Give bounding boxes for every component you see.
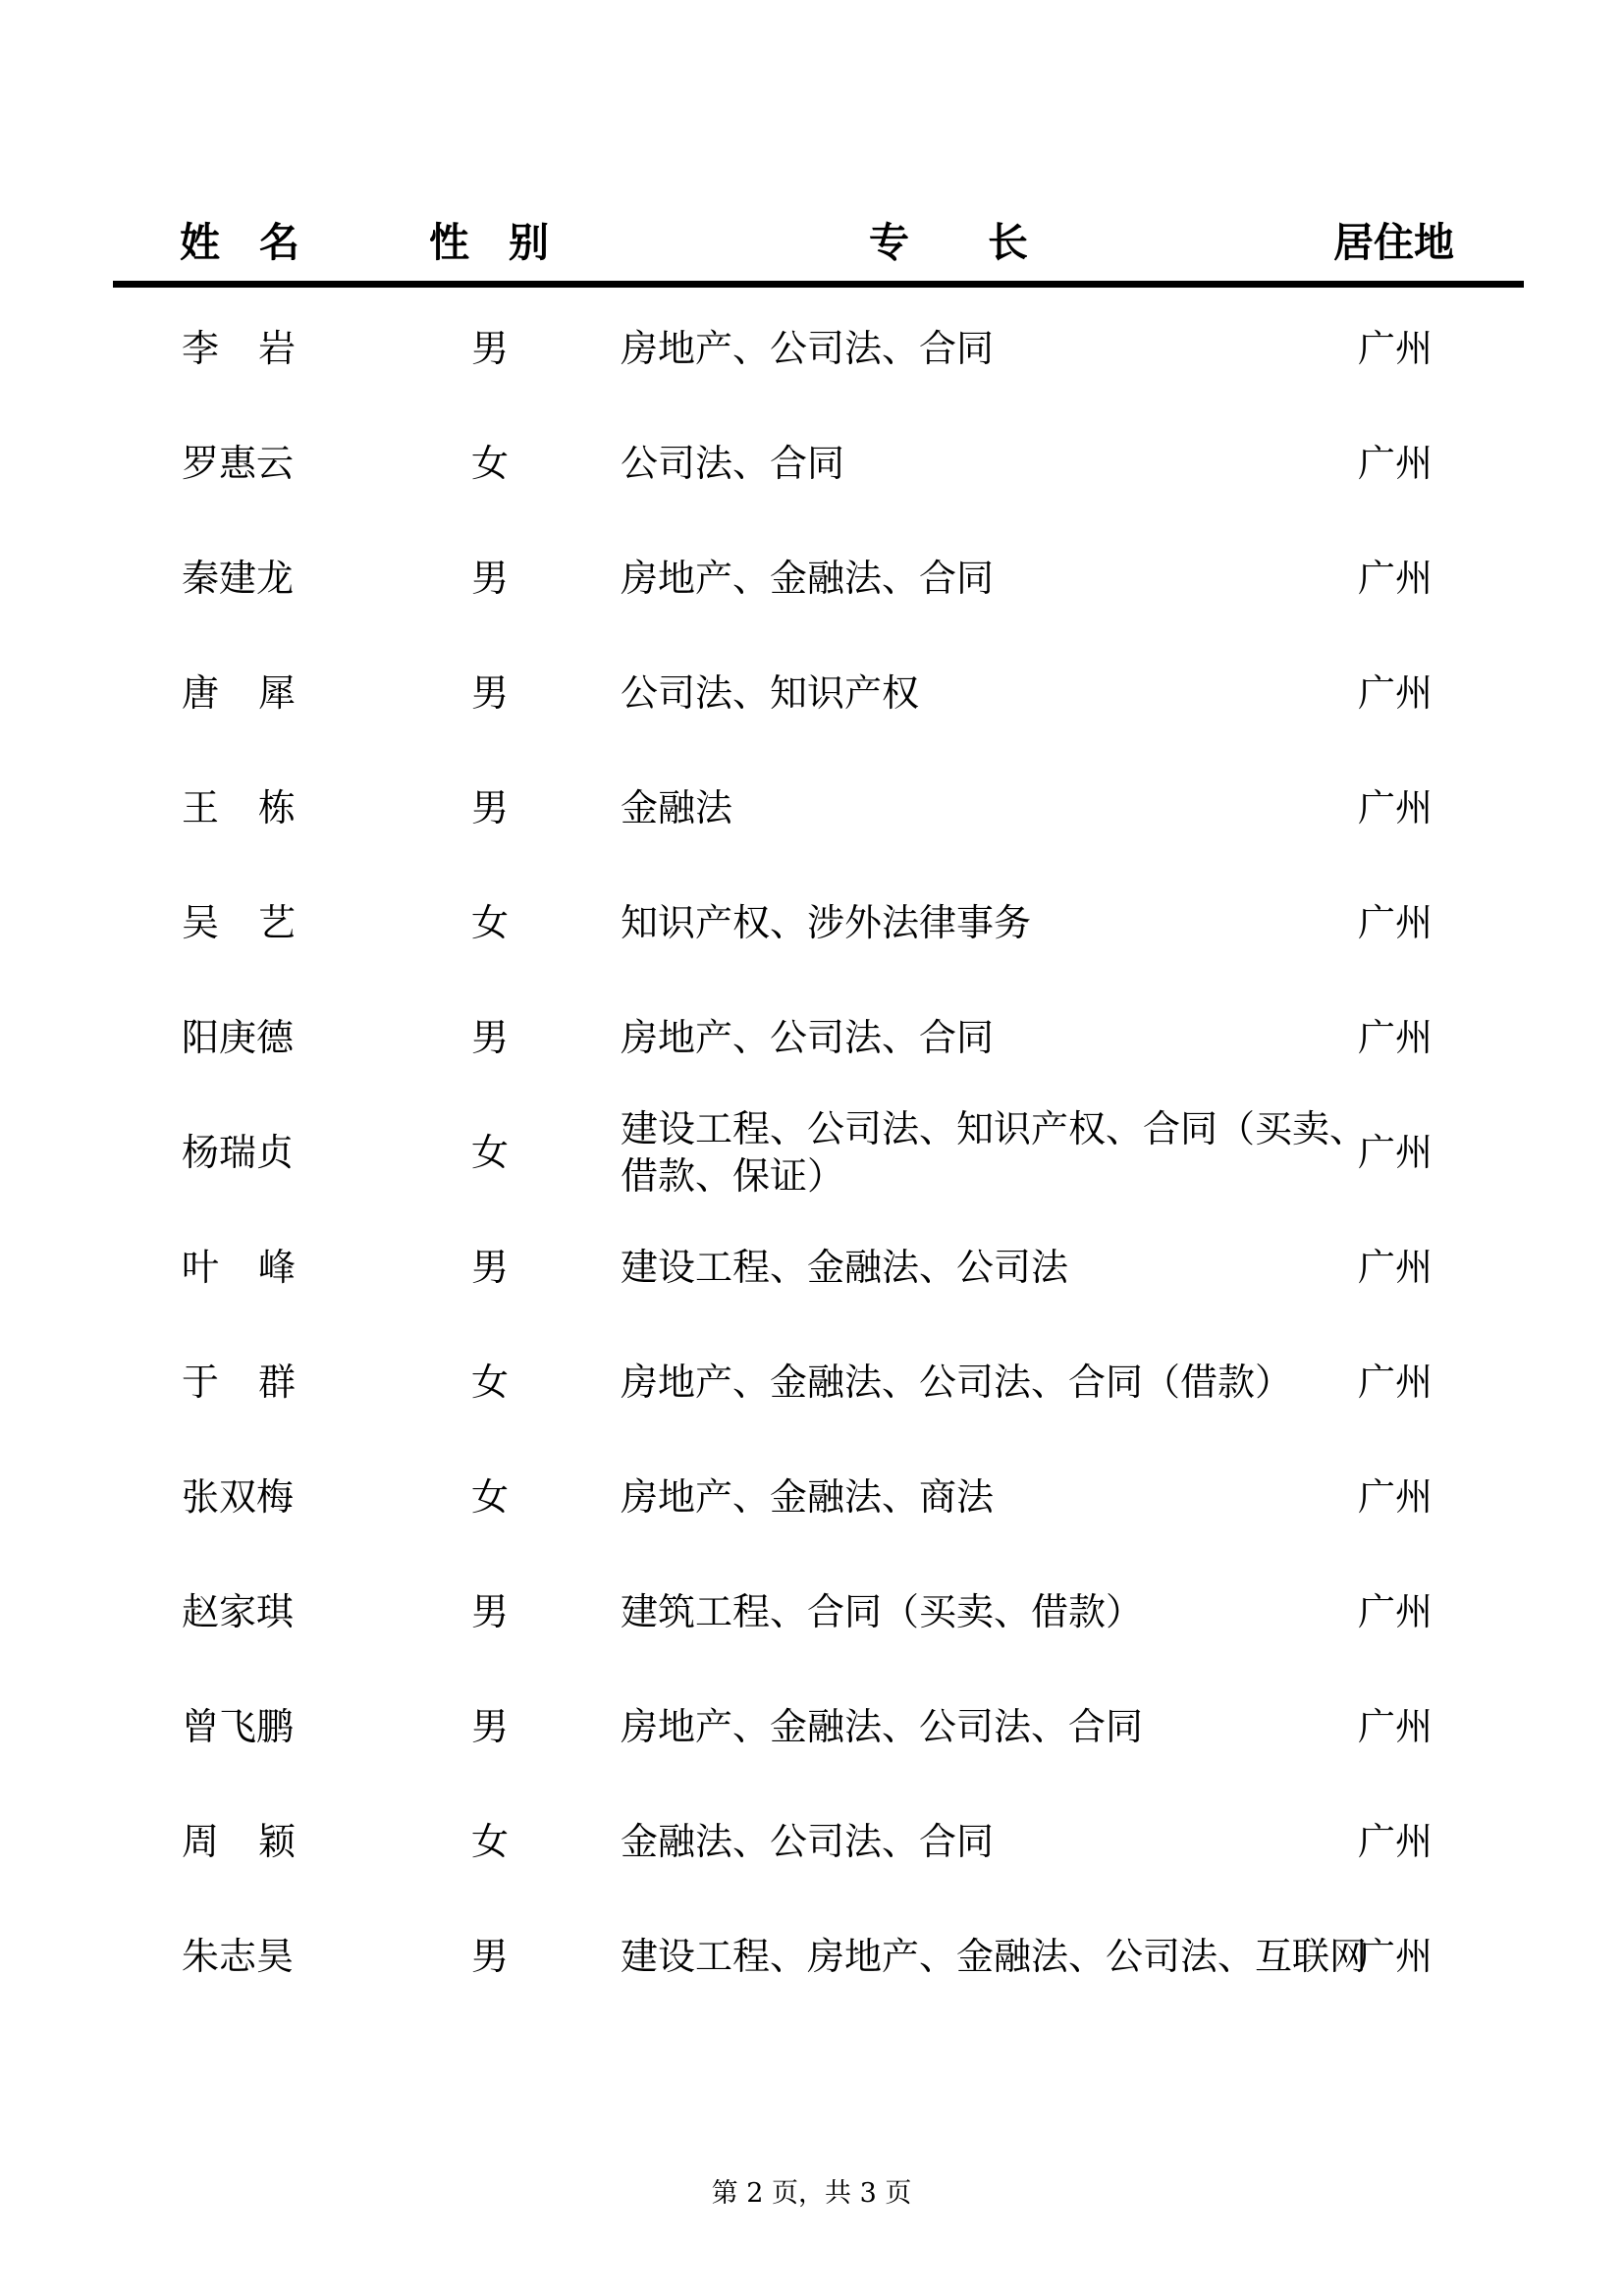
specialty-cell: 知识产权、涉外法律事务 — [621, 900, 1032, 944]
residence-cell: 广州 — [1358, 1360, 1434, 1404]
specialty-cell: 建设工程、公司法、知识产权、合同（买卖、借款、保证） — [621, 1106, 1368, 1198]
specialty-cell: 建设工程、房地产、金融法、公司法、互联网 — [621, 1934, 1368, 1978]
specialty-cell: 公司法、知识产权 — [621, 670, 920, 715]
header-name: 姓名 — [180, 219, 339, 266]
gender-cell: 女 — [471, 1360, 510, 1404]
residence-cell: 广州 — [1358, 670, 1434, 715]
table-row — [113, 1898, 1524, 2013]
gender-cell: 男 — [471, 1934, 510, 1978]
table-row — [113, 1324, 1524, 1439]
gender-cell: 男 — [471, 1704, 510, 1748]
residence-cell: 广州 — [1358, 326, 1434, 370]
page-footer: 第 2 页，共 3 页 — [711, 2178, 912, 2209]
name-cell: 于群 — [182, 1360, 336, 1404]
table-row — [113, 980, 1524, 1095]
specialty-cell: 建筑工程、合同（买卖、借款） — [621, 1589, 1144, 1633]
residence-cell: 广州 — [1358, 900, 1434, 944]
residence-cell: 广州 — [1358, 1704, 1434, 1748]
specialty-cell: 建设工程、金融法、公司法 — [621, 1245, 1069, 1289]
specialty-cell: 房地产、金融法、公司法、合同 — [621, 1704, 1144, 1748]
name-cell: 周颖 — [182, 1819, 336, 1863]
residence-cell: 广州 — [1358, 1934, 1434, 1978]
table-row — [113, 1784, 1524, 1898]
specialty-cell: 房地产、金融法、商法 — [621, 1474, 995, 1519]
gender-cell: 男 — [471, 556, 510, 600]
table-row — [113, 291, 1524, 405]
residence-cell: 广州 — [1358, 785, 1434, 829]
name-cell: 罗惠云 — [182, 441, 295, 485]
table-row — [113, 1669, 1524, 1784]
name-cell: 杨瑞贞 — [182, 1130, 295, 1174]
specialty-cell: 房地产、金融法、合同 — [621, 556, 995, 600]
table-row — [113, 405, 1524, 520]
gender-cell: 男 — [471, 1589, 510, 1633]
gender-cell: 女 — [471, 441, 510, 485]
residence-cell: 广州 — [1358, 556, 1434, 600]
header-divider — [113, 281, 1524, 288]
header-residence: 居住地 — [1333, 219, 1454, 266]
specialty-cell: 房地产、金融法、公司法、合同（借款） — [621, 1360, 1293, 1404]
name-cell: 李岩 — [182, 326, 336, 370]
specialty-cell: 房地产、公司法、合同 — [621, 1015, 995, 1059]
gender-cell: 男 — [471, 1245, 510, 1289]
gender-cell: 男 — [471, 326, 510, 370]
gender-cell: 男 — [471, 1015, 510, 1059]
table-row — [113, 520, 1524, 635]
name-cell: 阳庚德 — [182, 1015, 295, 1059]
header-specialty: 专长 — [869, 219, 1107, 266]
gender-cell: 男 — [471, 785, 510, 829]
name-cell: 朱志昊 — [182, 1934, 295, 1978]
name-cell: 曾飞鹏 — [182, 1704, 295, 1748]
gender-cell: 男 — [471, 670, 510, 715]
name-cell: 秦建龙 — [182, 556, 295, 600]
residence-cell: 广州 — [1358, 1589, 1434, 1633]
name-cell: 张双梅 — [182, 1474, 295, 1519]
name-cell: 王栋 — [182, 785, 336, 829]
name-cell: 赵家琪 — [182, 1589, 295, 1633]
table-row — [113, 635, 1524, 750]
residence-cell: 广州 — [1358, 1819, 1434, 1863]
table-row — [113, 865, 1524, 980]
residence-cell: 广州 — [1358, 1245, 1434, 1289]
table-row — [113, 750, 1524, 865]
gender-cell: 女 — [471, 1474, 510, 1519]
table-row — [113, 1095, 1524, 1209]
name-cell: 唐犀 — [182, 670, 336, 715]
residence-cell: 广州 — [1358, 441, 1434, 485]
name-cell: 吴艺 — [182, 900, 336, 944]
table-row — [113, 1209, 1524, 1324]
specialty-cell: 金融法 — [621, 785, 733, 829]
gender-cell: 女 — [471, 900, 510, 944]
gender-cell: 女 — [471, 1130, 510, 1174]
name-cell: 叶峰 — [182, 1245, 336, 1289]
header-gender: 性别 — [429, 219, 588, 266]
table-header — [113, 211, 1524, 274]
table-row — [113, 1554, 1524, 1669]
table-row — [113, 1439, 1524, 1554]
gender-cell: 女 — [471, 1819, 510, 1863]
specialty-cell: 房地产、公司法、合同 — [621, 326, 995, 370]
specialty-cell: 公司法、合同 — [621, 441, 845, 485]
table-body — [113, 291, 1524, 2013]
residence-cell: 广州 — [1358, 1130, 1434, 1174]
specialty-cell: 金融法、公司法、合同 — [621, 1819, 995, 1863]
residence-cell: 广州 — [1358, 1474, 1434, 1519]
residence-cell: 广州 — [1358, 1015, 1434, 1059]
